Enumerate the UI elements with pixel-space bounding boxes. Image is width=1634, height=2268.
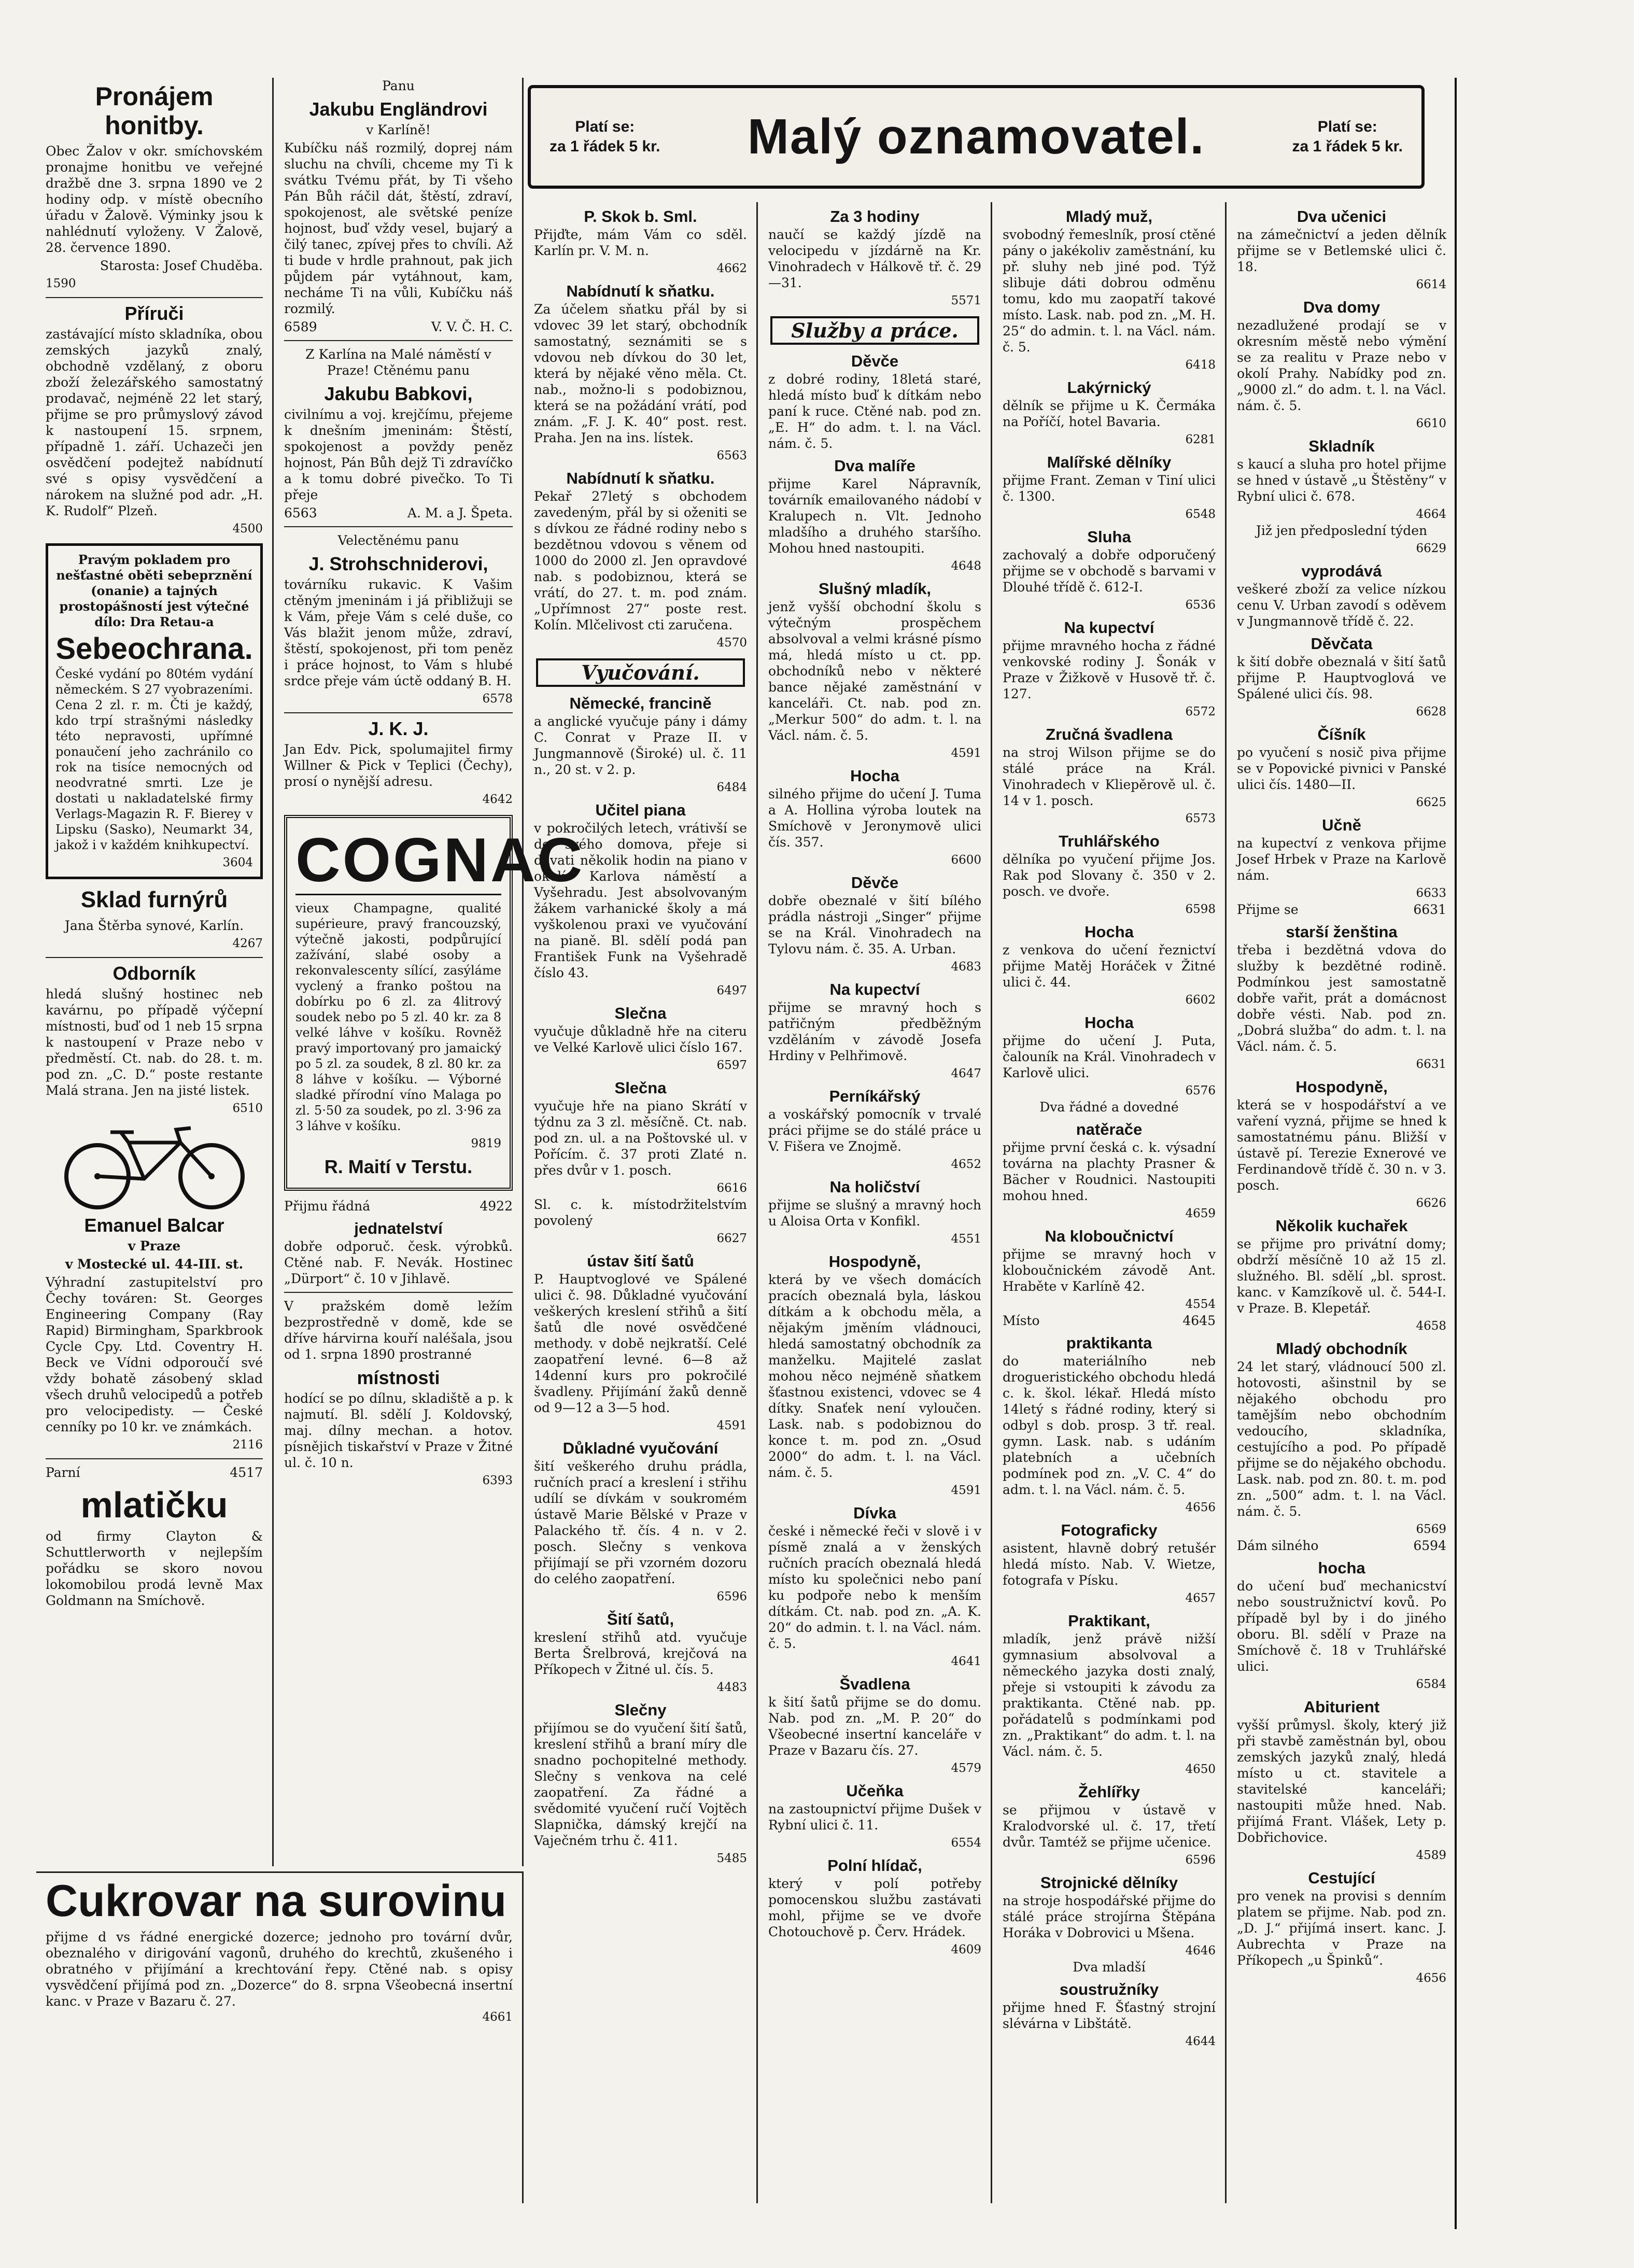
ad-heading: Perníkářský — [829, 1087, 921, 1105]
ad-text: přijme d vs řádné energické dozerce; jednoho pro tovární dvůr, obeznalého v dirigování vagonů, druhého do krechtů, zkušeného i obratného v přijímání a krechtování řepy. Ctěné nab. s opisy vysvědčení přijímá pod zn. „Dozerce“ do 8. srpna Všeobecná insertní kanc. v Praze v Bazaru č. 27. — [46, 1929, 513, 2009]
parni-row — [46, 1464, 263, 1481]
ad-number: 4657 — [1185, 1591, 1216, 1605]
ad-text: hodící se po dílnu, skladiště a p. k najmutí. Bl. sdělí J. Koldovský, maj. dílny mechan. a hotov. písnějich tiskařství v Praze v Žitné ul. č. 10 n. — [284, 1391, 513, 1470]
box-lead: Pravým pokladem pro nešťastné oběti sebeprznění (onanie) a tajných prostopášností jest výtečné dílo: Dra Retau-a — [56, 552, 252, 629]
ad-number: 6598 — [1185, 903, 1216, 916]
ad-number: 6631 — [1416, 1058, 1446, 1071]
ad-heading: Několik kuchařek — [1275, 1217, 1408, 1235]
banner-right-line1: Platí se: — [1317, 118, 1377, 135]
cukrovar-ad — [36, 1871, 524, 2203]
ad-text: P. Hauptvoglové ve Spálené ulici č. 98. Důkladné vyučování veškerých kreslení střihů a šití šatů dle nové osvědčené methody. v době nejkratší. Celé zaopatření levné. 6—8 až 14denní kurs pro pokročilé švadleny. Přijímání žaků denně od 9—12 a 3—5 hod. — [534, 1272, 747, 1415]
ad-text: Přijmu řádná — [284, 1199, 371, 1214]
ad-text: do materiálního neb drogueristického obchodu hledá c. k. škol. lékař. Hledá místo 14letý s řádné rodiny, který si odbyl s dob. prosp. 3 tř. real. gymn. Lask. nab. s udáním platebních a učebních podmínek pod zn. „V. C. 4“ do adm. t. l. na Václ. nám. č. 5. — [1003, 1354, 1216, 1497]
ad-heading: Číšník — [1317, 725, 1366, 743]
ad-number: 4591 — [951, 1484, 981, 1497]
ad-heading: Fotograficky — [1061, 1521, 1158, 1539]
ad-text: civilnímu a voj. krejčímu, přejeme k dnešním jmeninám: Štěstí, spokojenost a povždy peněz hojnost, Pán Bůh dejž Ti zdravíčko a k tomu dobré pivečko. To Ti přeje — [284, 407, 513, 502]
ad-number: 4517 — [230, 1465, 263, 1480]
banner-left-line1: Platí se: — [575, 118, 635, 135]
ad-number: 4658 — [1416, 1319, 1446, 1333]
ad-number: 4646 — [1185, 1944, 1216, 1957]
ad-heading: P. Skok b. Sml. — [584, 207, 697, 226]
ad-text: přijímou se do vyučení šití šatů, kreslení střihů a braní míry dle snadno pochopitelné methody. Slečny s venkova na celé zaopatření. Za řádné a svědomité vyučení ručí Vojtěch Slapnička, dámský krejčí na Vaječném trhu č. 411. — [534, 1721, 747, 1848]
ad-number: 4591 — [951, 746, 981, 760]
ad-heading: Cestující — [1308, 1869, 1375, 1887]
ad-heading: Dva domy — [1303, 298, 1381, 316]
ad-heading: Malířské dělníky — [1047, 453, 1172, 471]
ad-number: 6597 — [716, 1059, 747, 1072]
cognac-text: vieux Champagne, qualité supérieure, pravý francouzský, výtečně jakosti, podpůrující zažívání, slabé osoby a rekonvalescenty sílící, zasýláme vyclený a franko poštou na dobírku po 6 zl. za 4litrový soudek nebo po 5 zl. 40 kr. za 8 velké láhve v košíku. Rovněž pravý importovaný pro jamaický po 5 zl. za soudek, 8 zl. 80 kr. za 8 láhve v košíku. — Výborné sladké přírodní víno Malaga po zl. 5·50 za soudek, po zl. 3·96 za 3 láhve v košíku. — [295, 901, 501, 1133]
ad-number: 6554 — [951, 1836, 981, 1850]
ad-heading: J. Strohschniderovi, — [308, 553, 488, 574]
ad-number: 4922 — [480, 1199, 513, 1214]
banner-price-right — [1292, 117, 1403, 157]
ad-heading: Důkladné vyučování — [562, 1439, 719, 1457]
ad-number: 6614 — [1416, 278, 1446, 291]
ad-text: se přijme pro privátní domy; obdrží měsíčně 10 až 15 zl. služného. Bl. sdělí „bl. sprost. kanc. v Kamzíkově ul. č. 544-I. v Praze. B. Klepetář. — [1237, 1236, 1446, 1316]
ad-number: 6573 — [1185, 812, 1216, 825]
banner-price-left — [550, 117, 660, 157]
ad-text: přijme první česká c. k. výsadní továrna na plachty Prasner & Bächer v Roudnici. Nastoupiti mohou hned. — [1003, 1140, 1216, 1203]
ad-number: 6602 — [1185, 993, 1216, 1007]
ad-heading: soustružníky — [1059, 1980, 1159, 1998]
ad-number: 6628 — [1416, 705, 1446, 719]
column-6 — [1228, 202, 1456, 2203]
ad-text: a anglické vyučuje pány i dámy C. Conrat v Praze II. v Jungmannově (Široké) ul. č. 11 n., 20 st. v 2. p. — [534, 714, 747, 777]
ad-text: zastávající místo skladníka, obou zemských jazyků znalý, obchodně vzdělaný, z oboru zboží železářského samostatný prodavač, nejméně 22 let starý, přijme se pro průmyslový závod k nastoupení 15. srpnem, případně 1. září. Uchazeči jen osvědčení podejtež nabídnutí své s opisy vysvědčení a nárokem na služné pod adr. „H. K. Rudolf“ Plzeň. — [46, 327, 263, 518]
ad-text: na stroje hospodářské přijme do stálé práce strojírna Štěpána Horáka v Dobrovici u Mšena. — [1003, 1893, 1216, 1940]
ad-text: Za účelem sňatku přál by si vdovec 39 let starý, obchodník samostatný, seznámiti se s vdovou neb dívkou do 30 let, která by nějaké věno měla. Ct. nab., možno-li s podobiznou, která se na požádání vrátí, pod znám. „F. J. K. 40“ post. rest. Praha. Jen na ins. lístek. — [534, 302, 747, 445]
ad-number: 4642 — [482, 793, 513, 806]
ad-text: Obec Žalov v okr. smíchovském pronajme honitbu ve veřejné dražbě dne 3. srpna 1890 ve 2 hodiny odp. v místě obecního úřadu v Žalově. Výminky jsou k nahlédnutí vyloženy. V Žalově, 28. července 1890. — [46, 144, 263, 255]
ad-number: 4591 — [716, 1419, 747, 1432]
ad-number: 4645 — [1182, 1313, 1216, 1328]
ad-number: 4579 — [951, 1762, 981, 1775]
ad-text: silného přijme do učení J. Tuma a A. Hollina výroba loutek na Smíchově v Jeronymově ulici čís. 357. — [768, 786, 981, 850]
divider — [284, 340, 513, 341]
ad-heading: Na holičství — [829, 1178, 920, 1196]
column-3 — [525, 202, 758, 2203]
ad-number: 6484 — [716, 781, 747, 794]
ad-text: zachovalý a dobře odporučený přijme se v obchodě s barvami v Dlouhé třídě č. 612-I. — [1003, 547, 1216, 595]
ad-text: Z Karlína na Malé náměstí v Praze! Ctěnému panu — [305, 347, 491, 378]
ad-signature: A. M. a J. Špeta. — [407, 505, 513, 520]
ad-text: třeba i bezdětná vdova do služby k bezdětné rodině. Podmínkou jest samostatně dobře vařit, prát a domácnost dobře vésti. Nab. pod zn. „Dobrá služba“ do adm. t. l. na Václ. nám. č. 5. — [1237, 942, 1446, 1054]
section-label-sluzby: Služby a práce. — [770, 316, 979, 345]
ad-heading: Učně — [1322, 816, 1361, 834]
sebeochrana-box — [46, 543, 263, 879]
ad-text: Dva mladší — [1073, 1960, 1146, 1975]
ad-text: dělníka po vyučení přijme Jos. Rak pod Slovany č. 350 v 2. posch. ve dvoře. — [1003, 852, 1216, 899]
ad-number: 4652 — [951, 1158, 981, 1171]
ad-number: 4551 — [951, 1232, 981, 1246]
ad-number: 6418 — [1185, 358, 1216, 372]
section-label-vyucovani: Vyučování. — [536, 658, 745, 687]
ad-heading: Odborník — [112, 963, 196, 984]
ad-number: 6629 — [1416, 542, 1446, 555]
banner-title: Malý oznamovatel. — [747, 109, 1205, 164]
ad-footer — [284, 319, 513, 335]
ad-footer — [284, 505, 513, 521]
ad-number: 4648 — [951, 559, 981, 573]
column-4 — [759, 202, 992, 2203]
ad-heading: Na kupectví — [1064, 618, 1154, 637]
ad-text: na zámečnictví a jeden dělník přijme se v Betlemské ulici č. 18. — [1237, 227, 1446, 274]
ad-text: Již jen předposlední týden — [1256, 523, 1428, 538]
ad-text: vyučuje hře na piano Skrátí v týdnu za 3 zl. měsíčně. Ct. nab. pod zn. ul. a na Poštovské ul. v Pořícím. č. 37 proti Zlaté n. přes dvůr v 1. posch. — [534, 1098, 747, 1178]
ad-number: 1590 — [46, 277, 76, 290]
column-2 — [275, 78, 585, 1866]
ad-number: 4483 — [716, 1681, 747, 1694]
ad-heading: J. K. J. — [368, 718, 429, 739]
ad-number: 6497 — [716, 984, 747, 997]
ad-text: přijme do učení J. Puta, čalouník na Král. Vinohradech v Karlově ulici. — [1003, 1033, 1216, 1080]
ad-number: 6536 — [1185, 598, 1216, 612]
ad-number: 4647 — [951, 1067, 981, 1080]
ad-heading: starší ženština — [1286, 923, 1398, 941]
ad-number: 4683 — [951, 960, 981, 974]
ad-heading: Praktikant, — [1068, 1612, 1150, 1630]
ad-text: z venkova do učení řeznictví přijme Matěj Horáček v Žitné ulici č. 44. — [1003, 942, 1216, 990]
banner-left-line2: za 1 řádek 5 kr. — [550, 138, 660, 155]
ad-number: 6594 — [1413, 1538, 1446, 1553]
ad-heading: Strojnické dělníky — [1040, 1873, 1178, 1892]
ad-text: naučí se každý jízdě na velocipedu v jízdárně na Kr. Vinohradech v Hálkově tř. č. 29—31. — [768, 227, 981, 290]
ad-text: V pražském domě ležím bezprostředně v domě, kde se dříve hárvirna kouří naléšala, jsou od 1. srpna 1890 prostranné — [284, 1299, 513, 1362]
ad-number: 6548 — [1185, 508, 1216, 521]
ad-text: nezadlužené prodají se v okresním městě nebo výmění se za realitu v Praze nebo v okolí Prahy. Nabídky pod zn. „9000 zl.“ do adm. t. l. na Václ. nám. č. 5. — [1237, 318, 1446, 413]
ad-text: české i německé řeči v slově i v písmě znalá a v ženských ručních pracích obeznalá hledá místo ku společnici nebo paní ku podpoře nebo k menším dítkám. Ct. nab. pod zn. „A. K. 20“ do admin. t. l. na Václ. nám. č. 5. — [768, 1524, 981, 1651]
ad-text: přijme Frant. Zeman v Tiní ulici č. 1300. — [1003, 473, 1216, 504]
ad-text: přijme se slušný a mravný hoch u Aloisa Orta v Konfikl. — [768, 1198, 981, 1229]
ad-number: 4644 — [1185, 2035, 1216, 2048]
ad-text: přijme se mravný hoch s patřičným předběžným vzděláním v závodě Josefa Hrdiny v Pelhřimově. — [768, 1000, 981, 1063]
ad-heading: Učeňka — [846, 1782, 904, 1800]
ad-text: přijme Karel Nápravník, továrník emailovaného nádobí v Kralupech n. Vlt. Jednoho mladšího a druhého staršího. Mohou hned nastoupiti. — [768, 476, 981, 556]
ad-number: 5485 — [716, 1852, 747, 1865]
ad-text: který v polí potřeby pomocenskou službu zastávati mohl, přijme se ve dvoře Chotouchově p. Červ. Hrádek. — [768, 1876, 981, 1939]
ad-text: Přijme se — [1237, 902, 1299, 917]
ad-text: od firmy Clayton & Schuttlerworth v nejlepším pořádku se skoro novou lokomobilou prodá levně Max Goldmann na Smíchově. — [46, 1529, 263, 1608]
ad-heading: natěrače — [1076, 1120, 1143, 1138]
ad-number: 4661 — [482, 2010, 513, 2024]
column-1 — [36, 78, 274, 1866]
ad-header-row — [1237, 901, 1446, 918]
ad-number: 6281 — [1185, 433, 1216, 446]
ad-text: Parní — [46, 1465, 80, 1480]
ad-heading: Abiturient — [1303, 1698, 1380, 1716]
ad-heading: Německé, francině — [569, 694, 712, 712]
ad-number: 6631 — [1413, 902, 1446, 917]
ad-heading: Děvče — [851, 352, 899, 370]
ad-heading: Emanuel Balcar — [84, 1215, 224, 1236]
ad-heading: Sklad furnýrů — [80, 887, 228, 912]
ad-heading: ústav šití šatů — [587, 1252, 694, 1270]
classifieds-banner — [528, 85, 1425, 189]
ad-heading: Děvče — [851, 874, 899, 892]
ad-header-row — [284, 1198, 513, 1214]
divider — [284, 526, 513, 527]
ad-heading: Dva malíře — [834, 457, 915, 475]
ad-number: 4554 — [1185, 1298, 1216, 1311]
ad-heading: Příruči — [124, 303, 184, 324]
ad-text: přijme mravného hocha z řádné venkovské rodiny J. Šonák v Praze v Žižkově v Husově tř. č. 127. — [1003, 638, 1216, 701]
ad-signature: V. V. Č. H. C. — [431, 319, 513, 334]
ad-heading: Lakýrnický — [1067, 378, 1151, 397]
ad-text: 24 let starý, vládnoucí 500 zl. hotovosti, ašinstnil by se nějakého obchodu pro tamějším nebo obchodním vedoucího, skladníka, cestujícího a pod. Po případě přijme se do nějakého obchodu. Lask. nab. pod zn. 80. t. m. pod zn. „500“ adm. t. l. na Václ. nám. č. 5. — [1237, 1359, 1446, 1519]
ad-heading: Sluha — [1087, 528, 1131, 546]
divider — [284, 712, 513, 713]
ad-heading: praktikanta — [1066, 1334, 1152, 1352]
ad-heading: Skladník — [1308, 437, 1375, 455]
ad-heading: Za 3 hodiny — [830, 207, 920, 226]
ad-text: na stroj Wilson přijme se do stálé práce na Král. Vinohradech v Kliepěrově ul. č. 14 v 1. posch. — [1003, 745, 1216, 808]
ad-heading: hocha — [1318, 1559, 1365, 1577]
divider — [46, 1458, 263, 1459]
ad-number: 4267 — [232, 937, 263, 950]
ad-text: přijme hned F. Šťastný strojní slévárna v Libštátě. — [1003, 2000, 1216, 2031]
ad-text: Místo — [1003, 1313, 1040, 1328]
ad-number: 6596 — [716, 1590, 747, 1603]
ad-text: z dobré rodiny, 18letá staré, hledá místo buď k dítkám nebo paní k ruce. Ctěné nab. pod zn. „E. H“ do adm. t. l. na Václ. nám. č. 5. — [768, 372, 981, 451]
ad-heading: Na kloboučnictví — [1045, 1227, 1174, 1245]
ad-text: Dva řádné a dovedné — [1039, 1100, 1179, 1115]
ad-number: 6393 — [482, 1474, 513, 1487]
ad-text: vyučuje důkladně hře na citeru ve Velké Karlově ulici číslo 167. — [534, 1024, 747, 1055]
divider — [284, 1292, 513, 1293]
banner-right-line2: za 1 řádek 5 kr. — [1292, 138, 1403, 155]
ad-heading: Slečny — [614, 1701, 667, 1719]
ad-number: 4609 — [951, 1943, 981, 1956]
ad-number: 9819 — [471, 1137, 501, 1150]
ad-heading: Šití šatů, — [607, 1610, 674, 1628]
ad-heading: Hocha — [1084, 923, 1134, 941]
ad-text: Přijďte, mám Vám co sděl. Karlín pr. V. M. n. — [534, 227, 747, 258]
ad-heading: mlatičku — [80, 1485, 228, 1525]
ad-number: 4570 — [716, 636, 747, 650]
ad-text: v Praze — [128, 1238, 181, 1253]
ad-text: svobodný řemeslník, prosí ctěné pány o jakékoliv zaměstnání, ku př. sluhy neb jiné pod. Týž slibuje dáti dobrou odměnu tomu, kdo mu zaopatří takové místo. Lask. nab. pod zn. „M. H. 25“ do admin. t. l. na Václ. nám. č. 5. — [1003, 227, 1216, 355]
ad-number: 6572 — [1185, 705, 1216, 719]
ad-number: 6563 — [284, 505, 317, 520]
ad-title-honitba: Pronájem honitby. — [95, 82, 214, 140]
ad-text: v pokročilých letech, vrátivší se do svého domova, přeje si dávati několik hodin na piano v okolí Karlova náměstí a Vyšehradu. Jest absolvovaným žákem varhanické školy a má vyškolenou praxi ve vyučování na pianě. Bl. sdělí podá pan František Funk na Vyšehradě číslo 43. — [534, 821, 747, 980]
ad-number: 6589 — [284, 319, 317, 334]
ad-header-row — [1003, 1313, 1216, 1329]
ad-number: 6626 — [1416, 1196, 1446, 1210]
ad-number: 6510 — [232, 1102, 263, 1115]
ad-number: 4656 — [1185, 1501, 1216, 1514]
ad-text: se přijmou v ústavě v Kralodvorské ul. č. 17, třetí dvůr. Tamtéž se přijme učenice. — [1003, 1802, 1216, 1850]
newspaper-page — [36, 78, 1457, 2229]
ad-number: 6633 — [1416, 886, 1446, 900]
ad-text: s kaucí a sluha pro hotel přijme se hned v ústavě „u Štěstěny“ v Rybní ulici č. 678. — [1237, 457, 1446, 504]
ad-text: která se v hospodářství a ve vaření vyzná, přijme se hned k samostatnému pánu. Bližší v ústavě pí. Terezie Exnerové ve Ferdinandově třídě č. 30 n. v 3. posch. — [1237, 1097, 1446, 1193]
ad-text: pro venek na provisi s denním platem se přijme. Nab. pod zn. „D. J.“ přijímá insert. kanc. J. Aubrechta v Praze na Příkopech „u Špinků“. — [1237, 1889, 1446, 1968]
ad-number: 4656 — [1416, 1971, 1446, 1985]
ad-number: 6610 — [1416, 417, 1446, 430]
ad-text: která by ve všech domácích pracích obeznalá byla, láskou dítkám a k obchodu měla, a nějakým jměním vládnouci, hledá samostatný obchodník za manželku. Majitelé zaslat mohou něco nejméně sňatkem šťastnou existenci, vdovec se 4 dítky. Snaťek není vyloučen. Lask. nab. s podobiznou do konce t. m. pod zn. „Osud 2000“ do adm. t. l. na Václ. nám. č. 5. — [768, 1272, 981, 1480]
ad-heading: jednatelství — [354, 1219, 443, 1237]
ad-header-row — [1237, 1538, 1446, 1554]
ad-number: 4662 — [716, 262, 747, 275]
ad-text: Pekař 27letý s obchodem zavedeným, přál by si oženiti se s dívkou ze řádné rodiny nebo s bezdětnou vdovou s věnem od 1000 do 2000 zl. Jen opravdové nab. s podobiznou, která se vrátí, do 27. t. m. pod znám. „Upřímnost 27“ poste rest. Kolín. Mlčelivost cti zaručena. — [534, 489, 747, 632]
ad-heading: Švadlena — [839, 1675, 910, 1693]
ad-text: Velectěnému panu — [337, 533, 459, 548]
ad-heading: Na kupectví — [829, 980, 920, 998]
column-5 — [993, 202, 1227, 2203]
divider — [46, 297, 263, 298]
ad-heading: Polní hlídač, — [827, 1856, 922, 1875]
ad-heading: Dva učenici — [1297, 207, 1387, 226]
ad-text: asistent, hlavně dobrý retušér hledá místo. Nab. V. Wietze, fotografa v Písku. — [1003, 1541, 1216, 1588]
ad-text: k šití šatů přijme se do domu. Nab. pod zn. „M. P. 20“ do Všeobecné insertní kanceláře v Praze v Bazaru čís. 27. — [768, 1695, 981, 1758]
ad-text: továrníku rukavic. K Vašim ctěným jmeninám i já přibližuji se k Vám, přeje Vám s celé duše, co Vás blažit jenom může, zdraví, štěstí, spokojenost, při tom peněz i práce hojnost, to Vám s hlubé srdce přeje vám úctě oddaný B. H. — [284, 577, 513, 688]
ad-number: 4641 — [951, 1655, 981, 1668]
ad-heading: Truhlářského — [1059, 832, 1160, 850]
ad-number: 6596 — [1185, 1853, 1216, 1867]
ad-text: po vyučení s nosič piva přijme se v Popovické pivnici v Panské ulici čís. 1480—II. — [1237, 745, 1446, 792]
ad-text: v Karlíně! — [366, 122, 431, 137]
ad-number: 6616 — [716, 1181, 747, 1195]
ad-number: 6600 — [951, 853, 981, 867]
ad-heading: Slečna — [614, 1079, 667, 1097]
ad-heading: Hocha — [850, 767, 899, 785]
ad-heading: Cukrovar na surovinu — [46, 1876, 506, 1926]
ad-text: kreslení střihů atd. vyučuje Berta Šrelbrová, krejčová na Příkopech v Žitné ul. čís. 5. — [534, 1630, 747, 1677]
cognac-title: COGNAC — [295, 825, 585, 895]
ad-text: přijme se mravný hoch v kloboučnickém závodě Ant. Hraběte v Karlíně 42. — [1003, 1247, 1216, 1294]
ad-text: do učení buď mechanicství nebo soustružnictví kovů. Po případě byl by i do jiného oboru. Bl. sdělí v Praze na Smíchově č. 18 v Truhlářské ulici. — [1237, 1579, 1446, 1674]
ad-text: Jana Štěrba synové, Karlín. — [64, 918, 244, 933]
ad-heading: Nabídnutí k sňatku. — [566, 469, 715, 487]
ad-heading: místnosti — [357, 1367, 440, 1388]
ad-text: Sl. c. k. místodržitelstvím povolený — [534, 1197, 747, 1228]
ad-text: Výhradní zastupitelství pro Čechy továren: St. Georges Engineering Company (Ray Rapid) Birmingham, Sparkbrook Cycle Cpy. Ltd. Coventry H. Beck ve Vídni odporoučí své vždy bohatě zásobený sklad všech druhů velocipedů a potřeb pro velocipedisty. — České cenníky po 10 kr. ve známkách. — [46, 1275, 263, 1434]
ad-heading: Dívka — [853, 1504, 896, 1522]
ad-heading: Jakubu Engländrovi — [309, 98, 488, 120]
ad-heading: Hospodyně, — [828, 1252, 921, 1271]
ad-heading: Mladý muž, — [1065, 207, 1153, 226]
ad-text: na kupectví z venkova přijme Josef Hrbek v Praze na Karlově nám. — [1237, 836, 1446, 883]
ad-text: hledá slušný hostinec neb kavárnu, po případě výčepní místnosti, buď od 1 neb 15 srpna k nastoupení v Praze nebo v předměstí. Ct. nab. do 28. t. m. pod zn. „C. D.“ poste restante Malá strana. Jen na jisté listek. — [46, 987, 263, 1098]
ad-number: 4659 — [1185, 1207, 1216, 1220]
ad-number: 3604 — [222, 856, 253, 869]
ad-number: 6569 — [1416, 1523, 1446, 1536]
ad-number: 4589 — [1416, 1849, 1446, 1862]
ad-heading: Nabídnutí k sňatku. — [566, 282, 715, 300]
box-title: Sebeochrana. — [55, 632, 253, 666]
ad-number: 5571 — [951, 294, 981, 307]
ad-text: dobře odporuč. česk. výrobků. Ctěné nab. F. Nevák. Hostinec „Dürport“ č. 10 v Jihlavě. — [284, 1239, 513, 1286]
ad-heading: Žehlířky — [1078, 1783, 1140, 1801]
ad-heading: Učitel piana — [595, 801, 686, 819]
ad-text: a voskářský pomocník v trvalé práci přijme se do stálé práce u V. Fišera ve Znojmě. — [768, 1107, 981, 1154]
ad-number: 4500 — [232, 522, 263, 536]
ad-heading: Děvčata — [1311, 635, 1373, 653]
ad-number: 6584 — [1416, 1678, 1446, 1691]
ad-number: 6563 — [716, 449, 747, 462]
ad-text: dělník se přijme u K. Čermáka na Poříčí, hotel Bavaria. — [1003, 398, 1216, 429]
ad-text: jenž vyšší obchodní školu s výtečným prospěchem absolvoval a velmi krásné písmo má, hledá místo u ct. pp. obchodníků nebo v některé bance nějaké zaměstnání v kanceláři. Ct. nab. pod zn. „Merkur 500“ do adm. t. l. na Václ. nám. č. 5. — [768, 599, 981, 743]
ad-text: dobře obeznalé v šití bílého prádla nástroji „Singer“ přijme se na Král. Vinohradech na Tylovu nám. č. 35. A. Urban. — [768, 893, 981, 956]
ad-number: 4664 — [1416, 508, 1446, 521]
ad-number: 6576 — [1185, 1084, 1216, 1097]
ad-heading: Hospodyně, — [1295, 1078, 1388, 1096]
ad-number: 4650 — [1185, 1763, 1216, 1776]
bicycle-icon — [56, 1122, 253, 1210]
ad-text: Panu — [382, 78, 415, 93]
cognac-signature: R. Maití v Terstu. — [324, 1156, 473, 1177]
ad-text: Jan Edv. Pick, spolumajitel firmy Willner & Pick v Teplici (Čechy), prosí o nynější adresu. — [284, 742, 513, 789]
ad-number: 6578 — [482, 692, 513, 706]
ad-heading: Jakubu Babkovi, — [324, 383, 473, 404]
ad-text: vyšší průmysl. školy, který již při stavbě zaměstnán byl, obou zemských jazyků znalý, hledá místo u ct. stavitele a stavitelské kanceláři; nastoupiti může hned. Nab. přijímá Frant. Vlášek, Lety p. Dobřichovice. — [1237, 1717, 1446, 1845]
ad-number: 2116 — [232, 1438, 263, 1452]
ad-text: na zastoupnictví přijme Dušek v Rybní ulici č. 11. — [768, 1801, 981, 1833]
ad-number: 6627 — [716, 1232, 747, 1245]
ad-text: Kubíčku náš rozmilý, doprej nám sluchu na chvíli, chceme my Ti k svátku Tvému přát, by Ti všeho Pán Bůh ráčil dát, štěstí, zdraví, spokojenost, ale světské peníze hojnost, buď vždy vesel, bujarý a čilý tanec, zpívej přes to chvíli. Až ti bude v hrdle prahnout, pak jich půjdem pár vytáhnout, kam, necháme Ti na vůli, Kubíčku náš rozmilý. — [284, 140, 513, 316]
ad-heading: Slečna — [614, 1004, 667, 1022]
ad-signature: Starosta: Josef Chuděba. — [100, 258, 263, 273]
ad-heading: Zručná švadlena — [1046, 725, 1173, 743]
ad-text: Dám silného — [1237, 1538, 1319, 1553]
ad-heading: Slušný mladík, — [818, 580, 932, 598]
ad-text: k šití dobře obeznalá v šití šatů přijme P. Hauptvoglová ve Spálené ulici čís. 98. — [1237, 654, 1446, 701]
ad-text: mladík, jenž právě nižší gymnasium absolvoval a německého jazyka dosti znalý, přeje si vstoupiti k závodu za praktikanta. Ctěné nab. pp. pořádatelů s podmínkami pod zn. „Praktikant“ do adm. t. l. na Václ. nám. č. 5. — [1003, 1631, 1216, 1759]
ad-heading: vyprodává — [1301, 562, 1382, 580]
ad-heading: Hocha — [1084, 1013, 1134, 1032]
ad-heading: Mladý obchodník — [1276, 1340, 1407, 1358]
box-text: České vydání po 80tém vydání německém. S 27 vyobrazeními. Cena 2 zl. r. m. Čti je každý, kdo trpí strašnými následky této nepravosti, upřímné ponaučení jeho zachránilo co rok na tisíce nemocných od neodvratné smrti. Lze je dostati u nakladatelské firmy Verlags-Magazin R. F. Bierey v Lipsku (Sasko), Neumarkt 34, jakož i v každém knihkupectví. — [55, 667, 253, 852]
ad-text: šití veškerého druhu prádla, ručních prací a kreslení i střihu udílí se dívkám v soukromém ústavě Marie Bělské v Praze v Palackého tř. čís. 4 n. v 2. posch. Slečny s venkova přijímají se při vzorném dozoru do celého zaopatření. — [534, 1459, 747, 1586]
ad-text: v Mostecké ul. 44-III. st. — [65, 1257, 244, 1272]
ad-number: 6625 — [1416, 796, 1446, 809]
cognac-box — [284, 815, 585, 1191]
ad-text: veškeré zboží za velice nízkou cenu V. Urban zavodí s oděvem v Jungmannově třídě č. 22. — [1237, 582, 1446, 629]
divider — [46, 957, 263, 958]
